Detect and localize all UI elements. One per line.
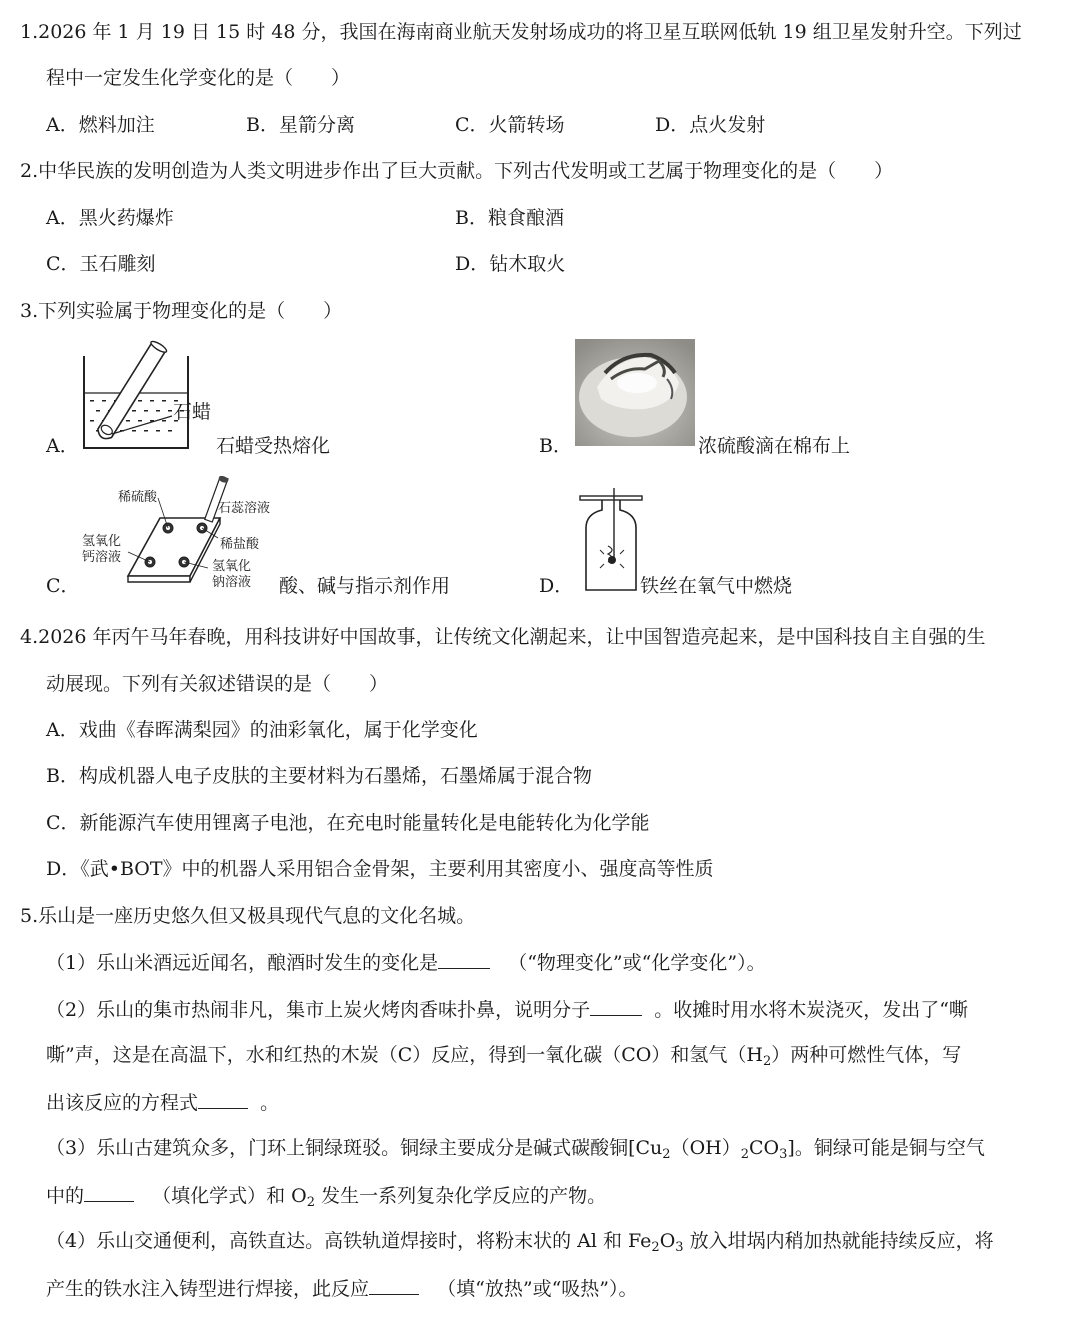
caoh2-label-line1: 氢氧化 [82, 534, 122, 549]
q5-stem: 5.乐山是一座历史悠久但又极具现代气息的文化名城。 [20, 905, 476, 927]
q3-option-a-letter[interactable]: A． [46, 435, 79, 457]
oh2-subscript: 2 [740, 1147, 749, 1162]
hcl-label: 稀盐酸 [220, 537, 260, 552]
o3-subscript: 3 [675, 1240, 684, 1255]
paraffin-label: 石蜡 [173, 401, 212, 423]
q5-part3-blank[interactable] [84, 1183, 134, 1202]
q1-option-d[interactable]: D．点火发射 [655, 114, 766, 136]
co3-subscript: 3 [779, 1147, 788, 1162]
q5-part4-text-a: （4）乐山交通便利，高铁直达。高铁轨道焊接时，将粉末状的 Al 和 Fe [46, 1230, 652, 1252]
q3-option-c-caption: 酸、碱与指示剂作用 [279, 575, 451, 597]
q5-part2-blank-1[interactable] [590, 997, 642, 1016]
q5-part4-blank[interactable] [369, 1276, 419, 1295]
q3-stem: 3.下列实验属于物理变化的是（ ） [20, 300, 343, 322]
q2-option-d[interactable]: D．钻木取火 [455, 253, 566, 275]
q4-option-d[interactable]: D．《武•BOT》中的机器人采用铝合金骨架，主要利用其密度小、强度高等性质 [46, 858, 714, 880]
h2-subscript: 2 [762, 1054, 772, 1069]
q5-part4-text-e: （填“放热”或“吸热”）。 [437, 1278, 638, 1300]
q3-option-a-caption: 石蜡受热熔化 [216, 435, 331, 457]
q5-part3-text-a: （3）乐山古建筑众多，门环上铜绿斑驳。铜绿主要成分是碱式碳酸铜[Cu [46, 1137, 663, 1159]
q5-part1-blank[interactable] [438, 950, 490, 969]
q2-option-c[interactable]: C．玉石雕刻 [46, 253, 156, 275]
q1-option-c[interactable]: C．火箭转场 [455, 114, 565, 136]
o2-subscript: 2 [306, 1195, 316, 1210]
q5-part4-text-d: 产生的铁水注入铸型进行焊接，此反应 [46, 1278, 370, 1300]
q4-option-a[interactable]: A．戏曲《春晖满梨园》的油彩氧化，属于化学变化 [46, 719, 478, 741]
q5-part3-line1 [46, 1136, 985, 1160]
q1-option-a[interactable]: A．燃料加注 [46, 114, 155, 136]
q5-part4-line2 [46, 1276, 638, 1301]
q5-part3-text-c: CO [749, 1137, 780, 1159]
naoh-label-line2: 钠溶液 [212, 575, 252, 590]
q4-option-c[interactable]: C．新能源汽车使用锂离子电池，在充电时能量转化是电能转化为化学能 [46, 812, 650, 834]
cloth-photo-image [575, 339, 695, 446]
q1-option-b[interactable]: B．星箭分离 [246, 114, 355, 136]
q3-option-b-caption: 浓硫酸滴在棉布上 [698, 435, 851, 457]
q2-option-b[interactable]: B．粮食酿酒 [455, 207, 564, 229]
q5-part3-text-e: 中的 [46, 1185, 85, 1207]
q5-part2-text-d: ）两种可燃性气体，写 [771, 1044, 962, 1066]
q5-part3-text-d: ]。铜绿可能是铜与空气 [787, 1137, 985, 1159]
q2-option-a[interactable]: A．黑火药爆炸 [46, 207, 174, 229]
q5-part2-line1 [46, 997, 968, 1022]
q5-part1-text-b: （“物理变化”或“化学变化”）。 [508, 952, 766, 974]
beaker-paraffin-figure [76, 336, 226, 454]
cu2-subscript: 2 [662, 1147, 671, 1162]
fe2-subscript: 2 [651, 1240, 660, 1255]
dilute-h2so4-label: 稀硫酸 [118, 490, 158, 505]
oxygen-bottle-figure [578, 488, 644, 594]
q1-stem-line2: 程中一定发生化学变化的是（ ） [46, 67, 351, 89]
q3-option-d-caption: 铁丝在氧气中燃烧 [640, 575, 793, 597]
q4-stem-line2: 动展现。下列有关叙述错误的是（ ） [46, 673, 389, 695]
litmus-label: 石蕊溶液 [218, 501, 271, 516]
q5-part3-text-f: （填化学式）和 O [152, 1185, 307, 1207]
q5-part4-text-b: O [659, 1230, 676, 1252]
q5-part2-text-b: 。收摊时用水将木炭浇灭，发出了“嘶 [654, 999, 968, 1021]
caoh2-label-line2: 钙溶液 [82, 550, 122, 565]
q4-option-b[interactable]: B．构成机器人电子皮肤的主要材料为石墨烯，石墨烯属于混合物 [46, 765, 592, 787]
q5-part3-text-b: （OH） [670, 1137, 741, 1159]
q5-part2-line3 [46, 1090, 279, 1115]
q5-part1-text-a: （1）乐山米酒远近闻名，酿酒时发生的变化是 [46, 952, 439, 974]
q3-option-c-letter[interactable]: C． [46, 575, 80, 597]
q5-part4-line1 [46, 1229, 994, 1253]
q5-part2-line2 [46, 1043, 961, 1067]
q3-option-b-letter[interactable]: B． [539, 435, 572, 457]
q5-part4-text-c: 放入坩埚内稍加热就能持续反应，将 [683, 1230, 994, 1252]
q5-part3-text-g: 发生一系列复杂化学反应的产物。 [315, 1185, 607, 1207]
q3-option-d-letter[interactable]: D． [539, 575, 574, 597]
q5-part2-text-e: 出该反应的方程式 [46, 1092, 199, 1114]
q4-stem-line1: 4.2026 年丙午马年春晚，用科技讲好中国故事，让传统文化潮起来，让中国智造亮起来，是中国科技自主自强的生 [20, 626, 986, 648]
q5-part2-blank-2[interactable] [198, 1090, 248, 1109]
q5-part3-line2 [46, 1183, 606, 1208]
q5-part1 [46, 950, 766, 975]
q5-part2-text-a: （2）乐山的集市热闹非凡，集市上炭火烤肉香味扑鼻，说明分子 [46, 999, 591, 1021]
q1-stem-line1: 1.2026 年 1 月 19 日 15 时 48 分，我国在海南商业航天发射场成功的将卫星互联网低轨 19 组卫星发射升空。下列过 [20, 21, 1022, 43]
naoh-label-line1: 氢氧化 [212, 559, 252, 574]
q5-part2-text-c: 嘶”声，这是在高温下，水和红热的木炭（C）反应，得到一氧化碳（CO）和氢气（H [46, 1044, 763, 1066]
q5-part2-text-f: 。 [260, 1092, 280, 1114]
q2-stem: 2.中华民族的发明创造为人类文明进步作出了巨大贡献。下列古代发明或工艺属于物理变化的是（ ） [20, 160, 894, 182]
